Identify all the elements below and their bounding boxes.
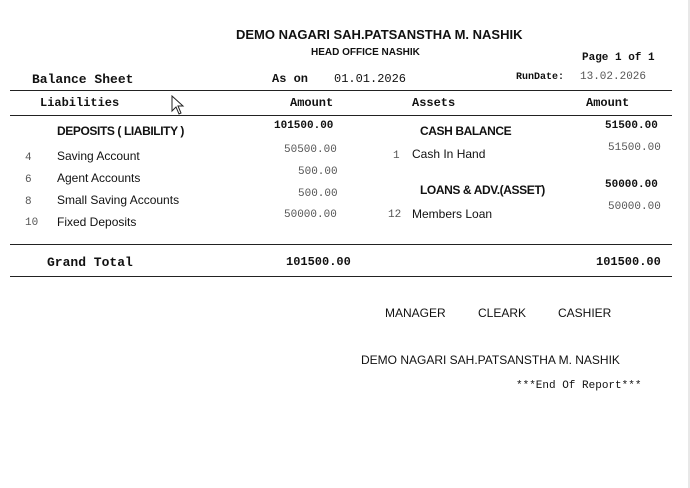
total-top-divider (10, 244, 672, 245)
report-title: Balance Sheet (32, 72, 134, 87)
asset-group-total: 50000.00 (605, 179, 658, 191)
org-title: DEMO NAGARI SAH.PATSANSTHA M. NASHIK (236, 27, 523, 42)
liability-name: Saving Account (57, 149, 140, 163)
asset-code: 12 (388, 209, 402, 221)
as-on-label: As on (272, 72, 309, 86)
liability-code: 10 (25, 217, 39, 229)
asset-code: 1 (393, 150, 400, 162)
asset-group-title: LOANS & ADV.(ASSET) (420, 183, 545, 197)
liability-amount: 50500.00 (284, 144, 337, 156)
liability-name: Fixed Deposits (57, 215, 137, 229)
liability-group-total: 101500.00 (274, 120, 334, 132)
header-divider (10, 90, 672, 91)
as-on-date: 01.01.2026 (334, 72, 407, 86)
mouse-pointer-icon (171, 95, 185, 115)
branch-name: HEAD OFFICE NASHIK (311, 47, 420, 58)
asset-name: Members Loan (412, 207, 493, 221)
asset-amount: 50000.00 (608, 201, 661, 213)
liability-group-title: DEPOSITS ( LIABILITY ) (57, 124, 184, 138)
footer-org-name: DEMO NAGARI SAH.PATSANSTHA M. NASHIK (361, 353, 620, 367)
col-amount-left: Amount (290, 96, 334, 110)
col-liabilities: Liabilities (40, 96, 120, 110)
grand-total-label: Grand Total (47, 255, 133, 270)
liability-code: 8 (25, 196, 32, 208)
total-bottom-divider (10, 276, 672, 277)
liability-name: Small Saving Accounts (57, 193, 180, 207)
liability-amount: 500.00 (298, 166, 338, 178)
asset-group-total: 51500.00 (605, 120, 658, 132)
manager-signature: MANAGER (385, 306, 446, 320)
grand-total-right: 101500.00 (596, 255, 661, 269)
page-number: Page 1 of 1 (582, 52, 655, 64)
grand-total-left: 101500.00 (286, 255, 351, 269)
liability-amount: 50000.00 (284, 209, 337, 221)
col-assets: Assets (412, 96, 456, 110)
run-date-label: RunDate: (516, 72, 565, 83)
clerk-signature: CLEARK (478, 306, 527, 320)
columns-divider (10, 115, 672, 116)
liability-code: 4 (25, 152, 32, 164)
asset-amount: 51500.00 (608, 142, 661, 154)
col-amount-right: Amount (586, 96, 630, 110)
run-date: 13.02.2026 (580, 71, 647, 83)
liability-code: 6 (25, 174, 32, 186)
asset-name: Cash In Hand (412, 147, 486, 161)
end-of-report: ***End Of Report*** (516, 380, 642, 392)
asset-group-title: CASH BALANCE (420, 124, 512, 138)
liability-amount: 500.00 (298, 188, 338, 200)
liability-name: Agent Accounts (57, 171, 141, 185)
cashier-signature: CASHIER (558, 306, 612, 320)
